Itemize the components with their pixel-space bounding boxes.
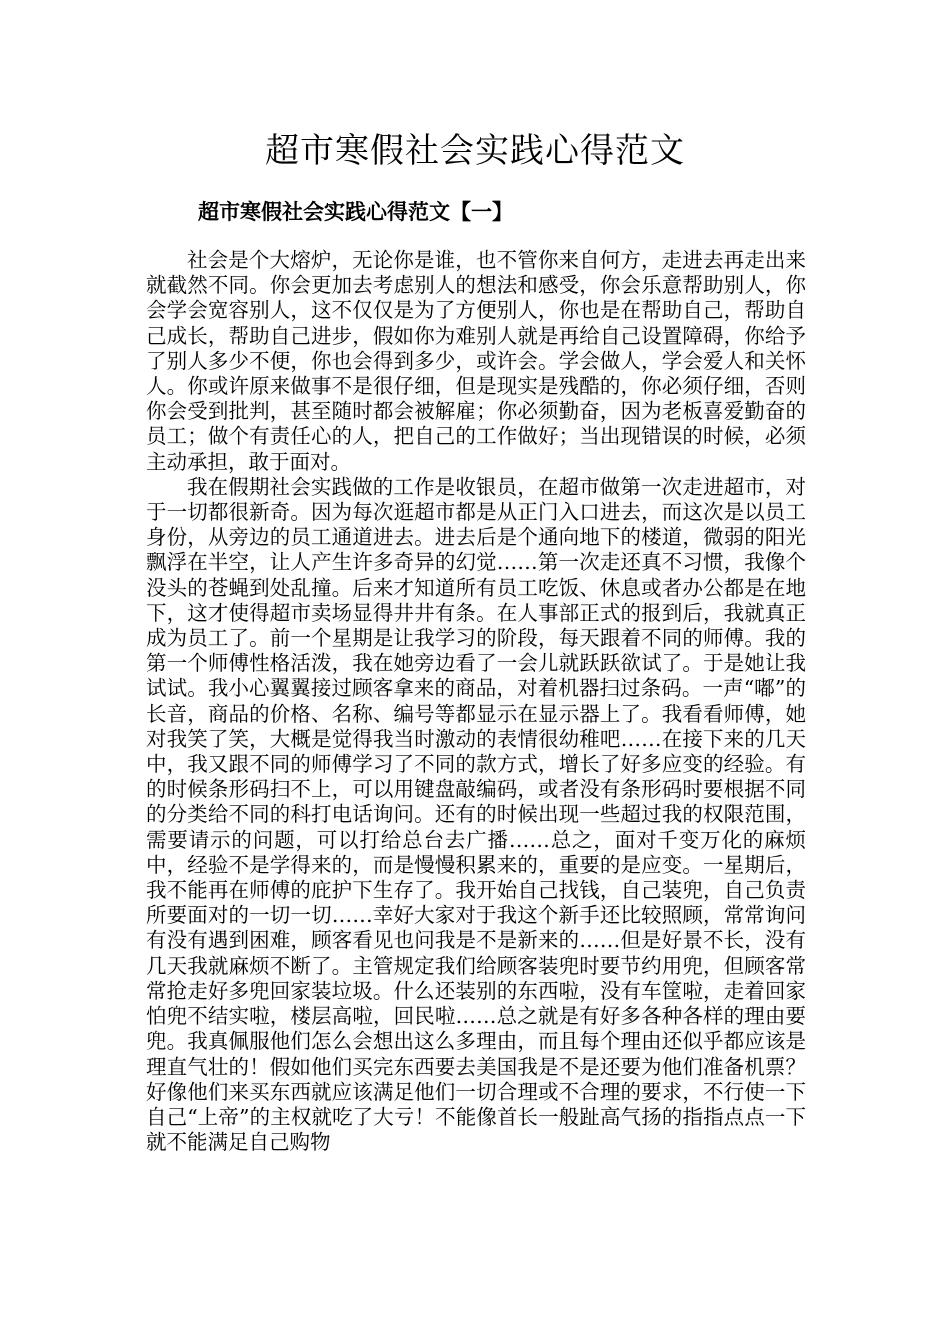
paragraph-1: 社会是个大熔炉，无论你是谁，也不管你来自何方，走进去再走出来就截然不同。你会更加去考虑别人的想法和感受，你会乐意帮助别人，你会学会宽容别人，这不仅仅是为了方便别人，你也是在帮助自己，帮助自己成长，帮助自己进步，假如你为难别人就是再给自己设置障碍，你给予了别人多少不便，你也会得到多少，或许会。学会做人，学会爱人和关怀人。你或许原来做事不是很仔细，但是现实是残酷的，你必须仔细，否则你会受到批判，甚至随时都会被解雇；你必须勤奋，因为老板喜爱勤奋的员工；做个有责任心的人，把自己的工作做好；当出现错误的时候，必须主动承担，敢于面对。 [146,248,806,474]
section-heading: 超市寒假社会实践心得范文【一】 [198,199,513,224]
paragraph-2: 我在假期社会实践做的工作是收银员，在超市做第一次走进超市，对于一切都很新奇。因为每次逛超市都是从正门入口进去，而这次是以员工身份，从旁边的员工通道进去。进去后是个通向地下的楼道，微弱的阳光飘浮在半空，让人产生许多奇异的幻觉……第一次走还真不习惯，我像个没头的苍蝇到处乱撞。后来才知道所有员工吃饭、休息或者办公都是在地下，这才使得超市卖场显得井井有条。在人事部正式的报到后，我就真正成为员工了。前一个星期是让我学习的阶段，每天跟着不同的师傅。我的第一个师傅性格活泼，我在她旁边看了一会儿就跃跃欲试了。于是她让我试试。我小心翼翼接过顾客拿来的商品，对着机器扫过条码。一声“嘟”的长音，商品的价格、名称、编号等都显示在显示器上了。我看看师傅，她对我笑了笑，大概是觉得我当时激动的表情很幼稚吧……在接下来的几天中，我又跟不同的师傅学习了不同的款方式，增长了好多应变的经验。有的时候条形码扫不上，可以用键盘敲编码，或者没有条形码时要根据不同的分类给不同的科打电话询问。还有的时候出现一些超过我的权限范围，需要请示的问题，可以打给总台去广播……总之，面对千变万化的麻烦中，经验不是学得来的，而是慢慢积累来的，重要的是应变。一星期后，我不能再在师傅的庇护下生存了。我开始自己找钱，自己装兜，自己负责所要面对的一切一切……幸好大家对于我这个新手还比较照顾，常常询问有没有遇到困难，顾客看见也问我是不是新来的……但是好景不长，没有几天我就麻烦不断了。主管规定我们给顾客装兜时要节约用兜，但顾客常常抢走好多兜回家装垃圾。什么还装别的东西啦，没有车筐啦，走着回家怕兜不结实啦，楼层高啦，回民啦……总之就是有好多各种各样的理由要兜。我真佩服他们怎么会想出这么多理由，而且每个理由还似乎都应该是理直气壮的！假如他们买完东西要去美国我是不是还要为他们准备机票？好像他们来买东西就应该满足他们一切合理或不合理的要求，不行使一下自己“上帝”的主权就吃了大亏！不能像首长一般趾高气扬的指指点点一下就不能满足自己购物 [146,474,806,1155]
document-title: 超市寒假社会实践心得范文 [265,131,685,171]
document-body [146,248,806,1155]
